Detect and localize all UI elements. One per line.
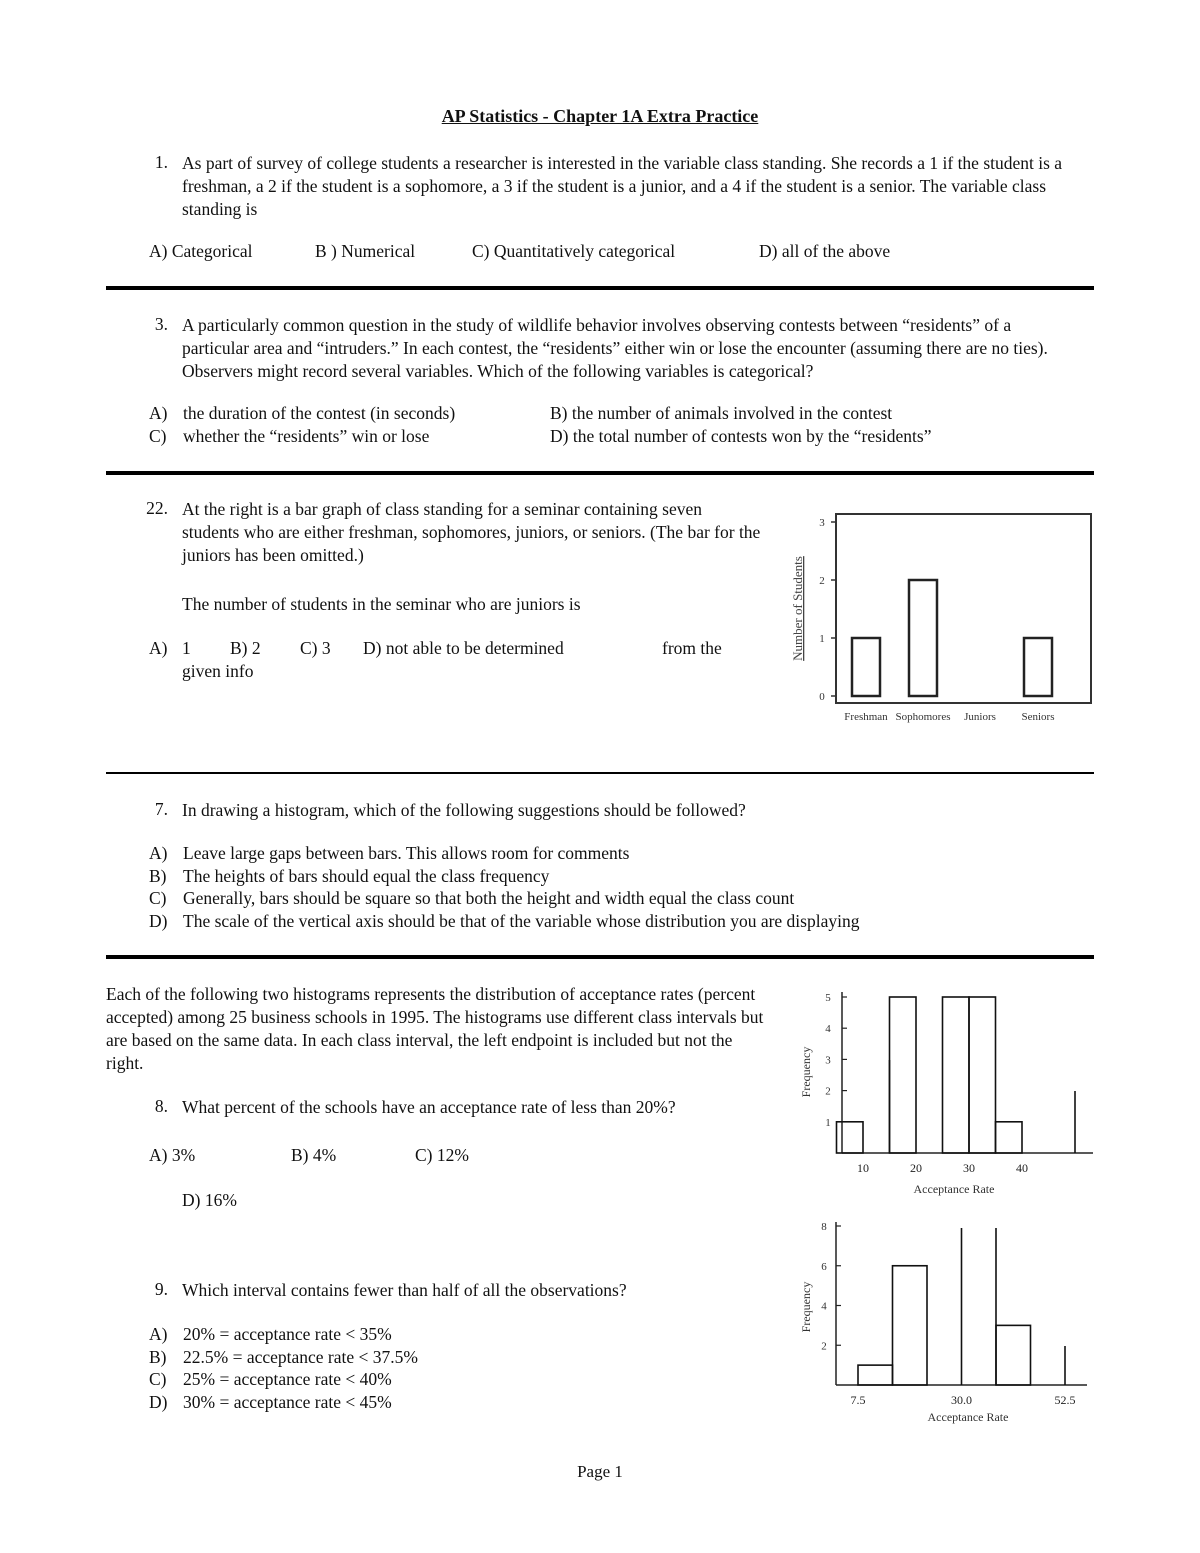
y-tick-label: 5 bbox=[825, 992, 831, 1004]
option-c: C) 12% bbox=[415, 1145, 469, 1165]
option-d: D) all of the above bbox=[759, 241, 891, 261]
question-number: 9. bbox=[154, 1279, 168, 1299]
option-c: C) Quantitatively categorical bbox=[472, 241, 676, 261]
y-axis-label: Number of Students bbox=[790, 556, 805, 661]
option-letter: D) bbox=[149, 1392, 168, 1412]
option-a: A) 3% bbox=[149, 1145, 196, 1165]
question-text: As part of survey of college students a researcher is interested in the variable class standing. She records a 1 if the student is a freshman, a 2 if the student is a sophomore, a 3 if the student is a junior, and a 4 if the student is a senior. The variable class standing is bbox=[182, 153, 1063, 219]
y-tick-label: 2 bbox=[821, 1340, 827, 1353]
y-tick-label: 1 bbox=[819, 633, 825, 645]
question-text: In drawing a histogram, which of the following suggestions should be followed? bbox=[182, 800, 746, 820]
option-b: the number of animals involved in the contest bbox=[571, 403, 893, 423]
y-tick-label: 3 bbox=[819, 517, 825, 529]
option-b: B) 4% bbox=[291, 1145, 337, 1165]
x-tick-label: 30 bbox=[963, 1161, 975, 1175]
histogram-intro: Each of the following two histograms represents the distribution of acceptance rates (percent accepted) among 25 business schools in 1995. The histograms use different class intervals but are based on the same data. In each class interval, the left endpoint is included but not the right. bbox=[106, 984, 764, 1073]
section-divider bbox=[106, 955, 1094, 959]
option-b: The heights of bars should equal the class frequency bbox=[183, 866, 550, 886]
x-tick-label: Sophomores bbox=[895, 711, 951, 723]
y-tick-label: 2 bbox=[825, 1085, 831, 1098]
acceptance-rate-histogram-2 bbox=[790, 1212, 1100, 1432]
y-tick-label: 6 bbox=[821, 1260, 827, 1273]
option-a: 1 bbox=[182, 638, 191, 658]
option-letter: D) bbox=[149, 911, 168, 931]
option-a: A) Categorical bbox=[149, 241, 253, 261]
option-letter: C) bbox=[149, 426, 167, 446]
question-number: 1. bbox=[154, 152, 168, 172]
x-tick-label: 10 bbox=[857, 1161, 869, 1175]
option-c: Generally, bars should be square so that both the height and width equal the class count bbox=[183, 888, 795, 908]
bar-sophomores bbox=[909, 580, 937, 696]
option-letter: B) bbox=[149, 1347, 167, 1367]
histogram-bar bbox=[837, 1122, 864, 1153]
histogram-bar bbox=[996, 1325, 1031, 1385]
y-tick-label: 8 bbox=[821, 1221, 827, 1233]
option-b: 22.5% = acceptance rate < 37.5% bbox=[183, 1347, 418, 1367]
option-d: D) 16% bbox=[182, 1190, 237, 1210]
histogram-bar bbox=[969, 997, 996, 1153]
option-letter: A) bbox=[149, 843, 168, 863]
question-number: 8. bbox=[154, 1096, 168, 1116]
section-divider bbox=[106, 471, 1094, 475]
x-tick-label: Seniors bbox=[1021, 711, 1055, 723]
option-c: 25% = acceptance rate < 40% bbox=[183, 1369, 392, 1389]
class-standing-bar-chart bbox=[780, 500, 1100, 740]
y-tick-label: 3 bbox=[825, 1054, 831, 1067]
option-letter: A) bbox=[149, 403, 168, 423]
option-d: D) not able to be determined bbox=[363, 638, 564, 658]
x-axis-label: Acceptance Rate bbox=[927, 1410, 1009, 1424]
section-divider bbox=[106, 772, 1094, 774]
option-letter: C) bbox=[149, 888, 167, 908]
x-axis-label: Acceptance Rate bbox=[913, 1182, 995, 1196]
y-tick-label: 2 bbox=[819, 575, 825, 587]
option-a-letter: A) bbox=[149, 638, 168, 658]
y-tick-label: 0 bbox=[819, 691, 825, 703]
y-tick-label: 4 bbox=[825, 1023, 831, 1036]
question-text: At the right is a bar graph of class standing for a seminar containing seven students who are either freshman, sophomores, juniors, or seniors. (The bar for the juniors has been omitted.) bbox=[182, 499, 761, 565]
option-d: 30% = acceptance rate < 45% bbox=[183, 1392, 392, 1412]
y-axis-label: Frequency bbox=[799, 1046, 813, 1098]
section-divider bbox=[106, 286, 1094, 290]
question-text: A particularly common question in the study of wildlife behavior involves observing contests between “residents” of a particular area and “intruders.” In each contest, the “residents” either win or lose the encounter (assuming there are no ties). Observers might record several variables. Which of the following variables is categorical? bbox=[182, 315, 1048, 381]
question-prompt: The number of students in the seminar who are juniors is bbox=[182, 594, 581, 614]
x-tick-label: 40 bbox=[1016, 1161, 1028, 1175]
option-a: 20% = acceptance rate < 35% bbox=[183, 1324, 392, 1344]
option-b: B ) Numerical bbox=[315, 241, 416, 261]
page-number: Page 1 bbox=[577, 1462, 623, 1481]
option-letter: A) bbox=[149, 1324, 168, 1344]
option-letter: D) bbox=[550, 426, 569, 446]
option-a: Leave large gaps between bars. This allows room for comments bbox=[183, 843, 630, 863]
x-tick-label: 20 bbox=[910, 1161, 922, 1175]
page-title: AP Statistics - Chapter 1A Extra Practice bbox=[441, 106, 759, 126]
option-d-continued: from the bbox=[662, 638, 722, 658]
histogram-bar bbox=[858, 1365, 893, 1385]
question-text: What percent of the schools have an acceptance rate of less than 20%? bbox=[182, 1097, 676, 1117]
option-letter: B) bbox=[550, 403, 568, 423]
question-number: 22. bbox=[146, 498, 168, 518]
option-b: B) 2 bbox=[230, 638, 261, 658]
x-tick-label: 52.5 bbox=[1054, 1393, 1076, 1407]
y-tick-label: 1 bbox=[825, 1116, 831, 1129]
option-letter: C) bbox=[149, 1369, 167, 1389]
histogram-bar bbox=[890, 997, 917, 1153]
option-a: the duration of the contest (in seconds) bbox=[183, 403, 456, 423]
option-c: whether the “residents” win or lose bbox=[183, 426, 430, 446]
x-tick-label: Juniors bbox=[964, 711, 996, 723]
x-tick-label: 7.5 bbox=[850, 1393, 866, 1407]
histogram-bar bbox=[996, 1122, 1023, 1153]
y-tick-label: 4 bbox=[821, 1300, 827, 1313]
histogram-bar bbox=[893, 1266, 928, 1385]
option-c: C) 3 bbox=[300, 638, 331, 658]
x-tick-label: 30.0 bbox=[951, 1393, 972, 1407]
question-text: Which interval contains fewer than half of all the observations? bbox=[182, 1280, 627, 1300]
question-number: 7. bbox=[154, 799, 168, 819]
histogram-bar bbox=[943, 997, 970, 1153]
question-number: 3. bbox=[154, 314, 168, 334]
y-axis-label: Frequency bbox=[799, 1281, 813, 1333]
option-letter: B) bbox=[149, 866, 167, 886]
bar-seniors bbox=[1024, 638, 1052, 696]
acceptance-rate-histogram-1 bbox=[790, 980, 1100, 1205]
bar-freshman bbox=[852, 638, 880, 696]
x-tick-label: Freshman bbox=[844, 711, 888, 723]
option-d-continued-2: given info bbox=[182, 661, 254, 681]
option-d: the total number of contests won by the “residents” bbox=[572, 426, 932, 446]
option-d: The scale of the vertical axis should be that of the variable whose distribution you are displaying bbox=[183, 911, 860, 931]
